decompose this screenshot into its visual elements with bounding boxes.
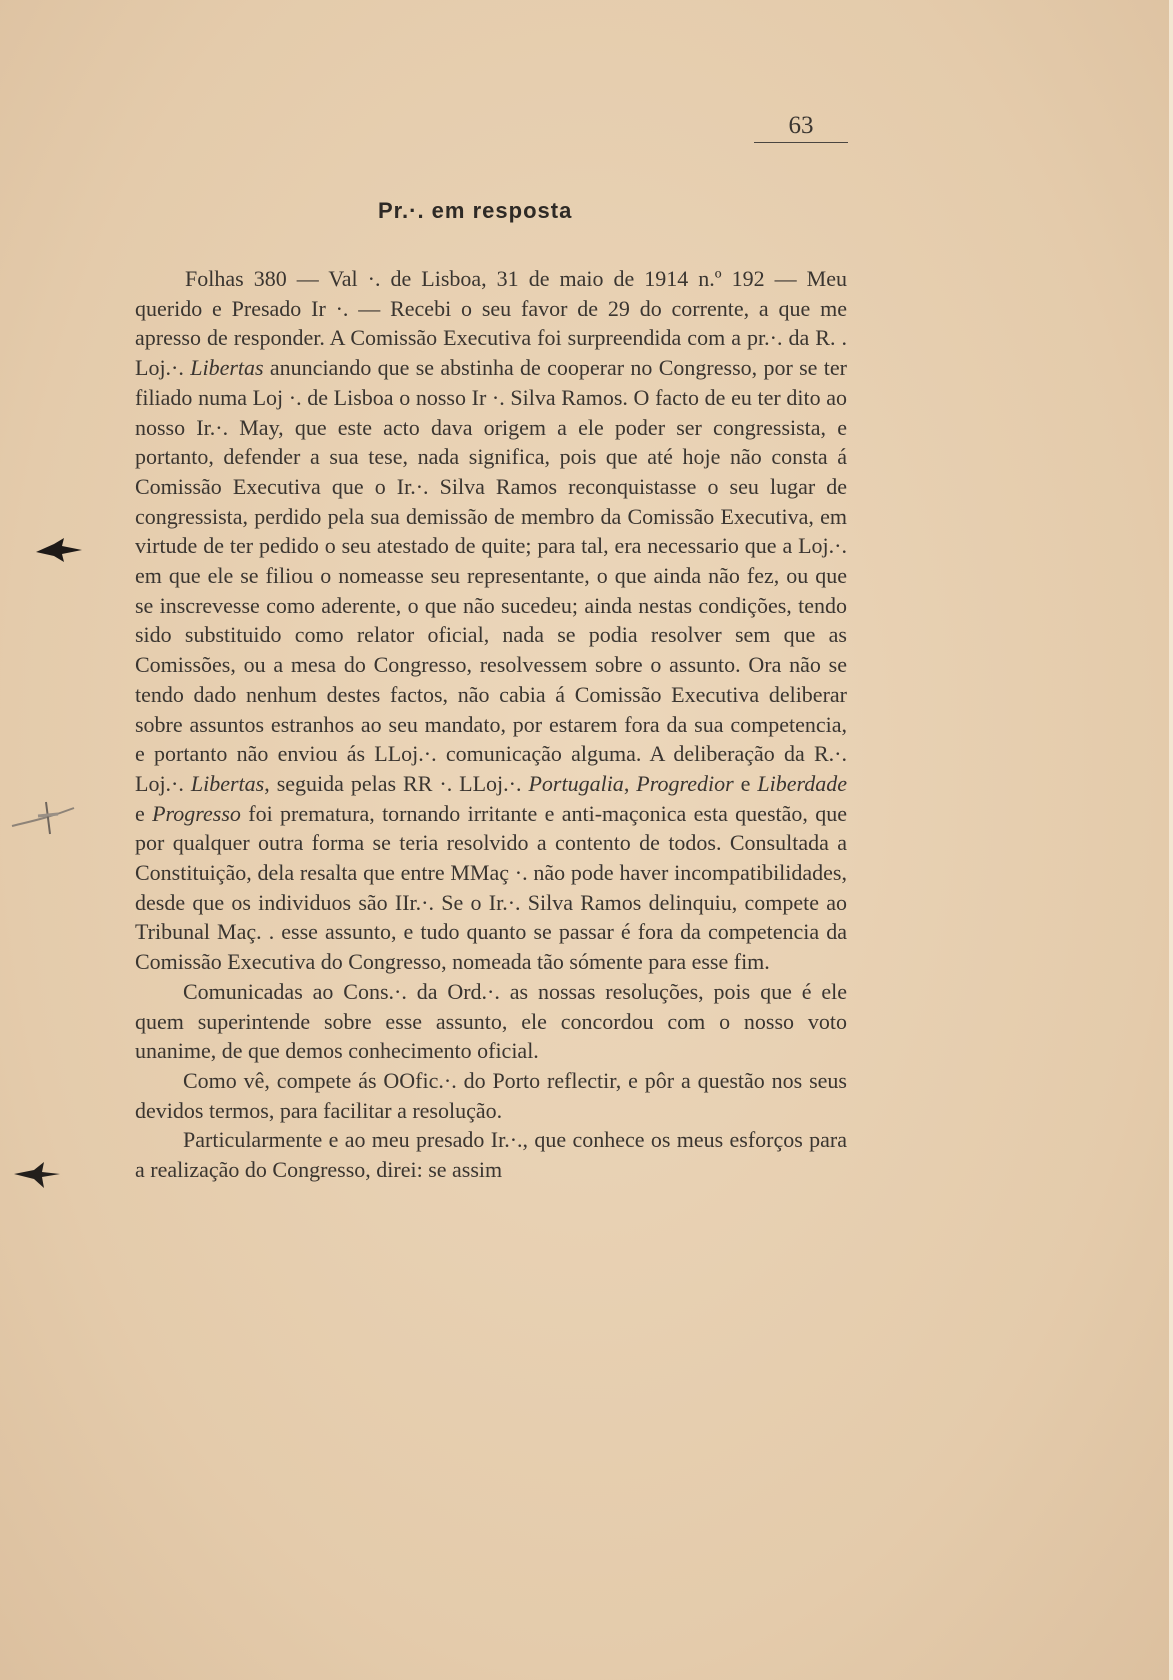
text-run: Comunicadas ao Cons.·. da Ord.·. as nossas resoluções, pois que é ele quem superintende sobre esse assunto, ele concordou com o nosso voto unanime, de que demos conhecimento oficial. — [135, 978, 847, 1064]
text-run: anunciando que se abstinha de cooperar no Congresso, por se ter filiado numa Loj ·. de Lisboa o nosso Ir ·. Silva Ramos. O facto de eu ter dito ao nosso Ir.·. May, que este acto dava origem a ele poder ser congressista, e portanto, defender a sua tese, nada significa, pois que até hoje não consta á Comissão Executiva que o Ir.·. Silva Ramos reconquistasse o seu lugar de congressista, perdido pela sua demissão de membro da Comissão Executiva, em virtude de ter pedido o seu atestado de quite; para tal, era necessario que a Loj.·. em que ele se filiou o nomeasse seu representante, o que ainda não fez, ou que se inscrevesse como aderente, o que não sucedeu; ainda nestas condições, tendo sido substituido como relator oficial, nada se podia resolver sem que as Comissões, ou a mesa do Congresso, resolvessem sobre o assunto. Ora não se tendo dado nenhum destes factos, não cabia á Comissão Executiva deliberar sobre assuntos estranhos ao seu mandato, por estarem fora da sua competencia, e portanto não enviou ás LLoj.·. comunicação alguma. A deliberação da R.·. Loj.·. — [135, 355, 847, 796]
italic-name: Libertas — [190, 355, 264, 381]
italic-name: Libertas — [190, 770, 265, 796]
italic-name: Progresso — [152, 800, 241, 826]
margin-pen-mark-icon — [8, 796, 78, 840]
page-number: 63 — [754, 112, 848, 143]
letter-paragraph — [135, 977, 847, 1066]
margin-ink-mark-icon — [12, 1160, 62, 1190]
text-run: , seguida pelas RR ·. LLoj.·. — [264, 770, 529, 796]
page-edge — [1169, 0, 1173, 1680]
text-run: e — [135, 800, 153, 826]
text-run: e — [733, 770, 758, 796]
letter-paragraph — [135, 1066, 847, 1125]
letter-heading: Pr.·. em resposta — [378, 198, 573, 223]
margin-ink-mark-icon — [34, 536, 84, 566]
italic-name: Liberdade — [757, 770, 848, 796]
text-run: Como vê, compete ás OOfic.·. do Porto reflectir, e pôr a questão nos seus devidos termos, para facilitar a resolução. — [135, 1067, 847, 1123]
italic-name: Portugalia — [528, 770, 624, 796]
italic-name: Progredior — [636, 770, 734, 796]
letter-paragraph — [135, 264, 847, 977]
text-run: foi prematura, tornando irritante e anti-maçonica esta questão, que por qualquer outra forma se teria resolvido a contento de todos. Consultada a Constituição, dela resalta que entre MMaç ·. não pode haver incompatibilidades, desde que os individuos são IIr.·. Se o Ir.·. Silva Ramos delinquiu, compete ao Tribunal Maç. . esse assunto, e tudo quanto se passar é fora da competencia da Comissão Executiva do Congresso, nomeada tão sómente para esse fim. — [135, 800, 847, 975]
text-run: Particularmente e ao meu presado Ir.·., que conhece os meus esforços para a realização do Congresso, direi: se assim — [135, 1127, 847, 1183]
text-run: , — [623, 770, 637, 796]
text-run: Folhas 380 — Val ·. de Lisboa, 31 de maio de 1914 n.º 192 — Meu querido e Presado Ir ·. — Recebi o seu favor de 29 do corrente, a que me apresso de responder. A Comissão Executiva foi surpreendida com a pr.·. da R. . Loj.·. — [135, 266, 847, 381]
letter-body — [135, 264, 847, 1185]
letter-paragraph — [135, 1125, 847, 1184]
